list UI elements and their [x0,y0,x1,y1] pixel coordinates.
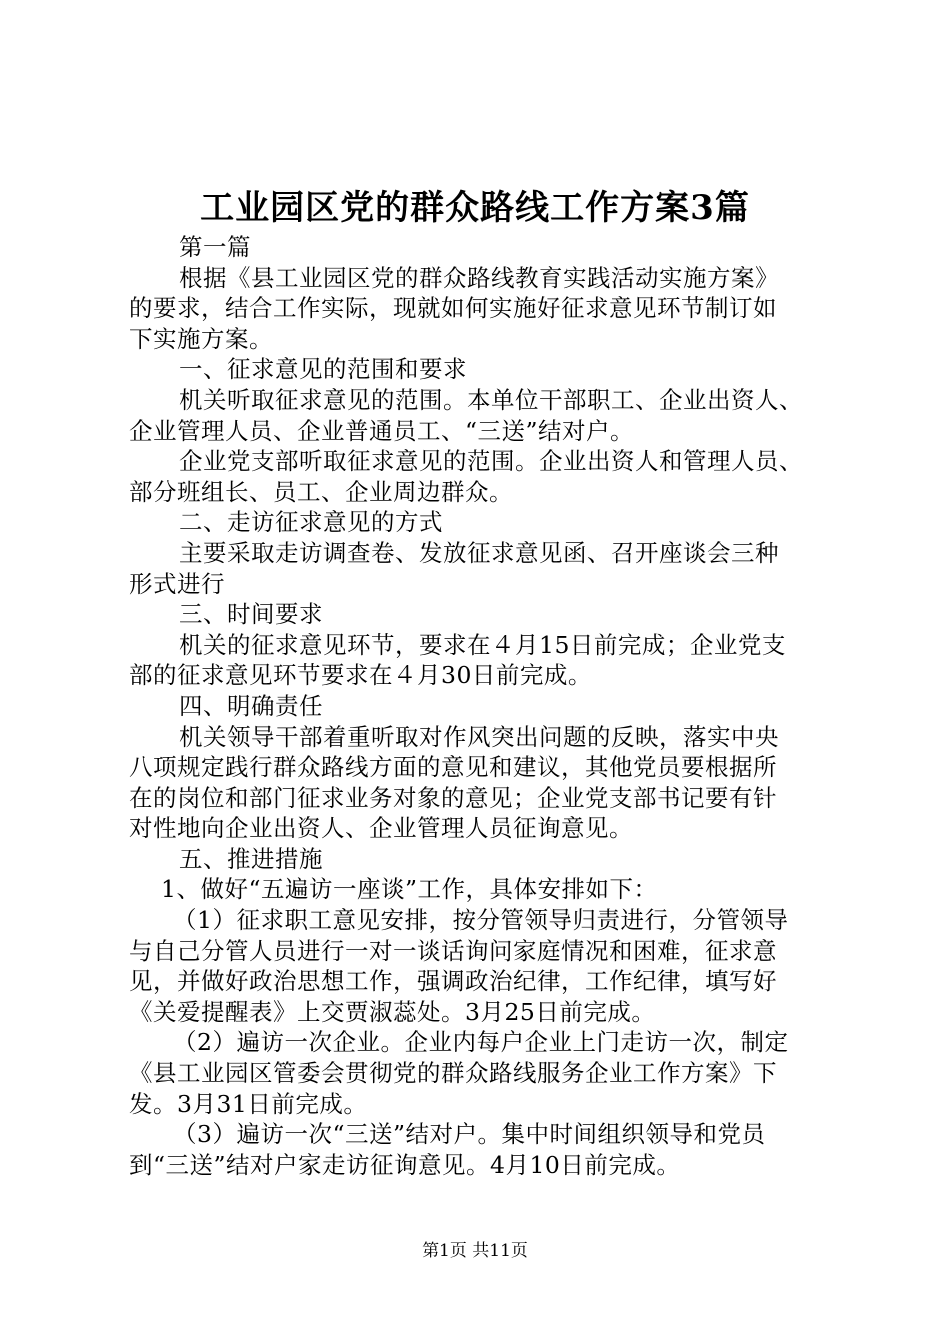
paragraph-line: 在的岗位和部门征求业务对象的意见；企业党支部书记要有针 [129,783,777,812]
paragraph-line: （2）遍访一次企业。企业内每户企业上门走访一次，制定 [173,1028,789,1057]
section-heading: 四、明确责任 [179,691,323,720]
section-heading: 三、时间要求 [179,600,323,629]
paragraph-line: 《关爱提醒表》上交贾淑蕊处。3月25日前完成。 [129,997,656,1026]
section-heading: 五、推进措施 [179,844,323,873]
document-body [129,232,829,1180]
document-title: 工业园区党的群众路线工作方案3篇 [200,188,750,228]
section-heading: 二、走访征求意见的方式 [179,508,443,537]
paragraph-line: 形式进行 [129,569,225,598]
paragraph-line: 第一篇 [179,233,251,261]
paragraph-line: 企业管理人员、企业普通员工、“三送”结对户。 [129,416,635,445]
section-heading: 一、征求意见的范围和要求 [179,355,467,384]
paragraph-line: 根据《县工业园区党的群众路线教育实践活动实施方案》 [179,263,779,292]
paragraph-line: 八项规定践行群众路线方面的意见和建议，其他党员要根据所 [129,753,777,782]
paragraph-line: 机关的征求意见环节，要求在４月15日前完成；企业党支 [179,630,786,659]
paragraph-line: 到“三送”结对户家走访征询意见。4月10日前完成。 [129,1150,681,1179]
paragraph-line: （1）征求职工意见安排，按分管领导归责进行，分管领导 [173,906,789,935]
paragraph-line: 主要采取走访调查卷、发放征求意见函、召开座谈会三种 [179,538,779,567]
paragraph-line: 发。3月31日前完成。 [129,1089,368,1118]
paragraph-line: 部的征求意见环节要求在４月30日前完成。 [129,661,592,690]
paragraph-line: 部分班组长、员工、企业周边群众。 [129,477,513,506]
paragraph-line: 《县工业园区管委会贯彻党的群众路线服务企业工作方案》下 [129,1059,777,1088]
paragraph-line: 见，并做好政治思想工作，强调政治纪律，工作纪律，填写好 [129,967,777,996]
paragraph-line: 对性地向企业出资人、企业管理人员征询意见。 [129,814,633,843]
paragraph-line: 与自己分管人员进行一对一谈话询问家庭情况和困难，征求意 [129,936,777,965]
page-number-footer: 第1页 共11页 [422,1241,528,1261]
paragraph-line: 企业党支部听取征求意见的范围。企业出资人和管理人员、 [179,447,803,476]
paragraph-line: 机关听取征求意见的范围。本单位干部职工、企业出资人、 [179,385,803,414]
paragraph-line: 下实施方案。 [129,324,273,353]
paragraph-line: 机关领导干部着重听取对作风突出问题的反映，落实中央 [179,722,779,751]
paragraph-line: 1、做好“五遍访一座谈”工作，具体安排如下： [161,875,658,904]
paragraph-line: （3）遍访一次“三送”结对户。集中时间组织领导和党员 [173,1120,766,1149]
paragraph-line: 的要求，结合工作实际，现就如何实施好征求意见环节制订如 [129,294,777,323]
